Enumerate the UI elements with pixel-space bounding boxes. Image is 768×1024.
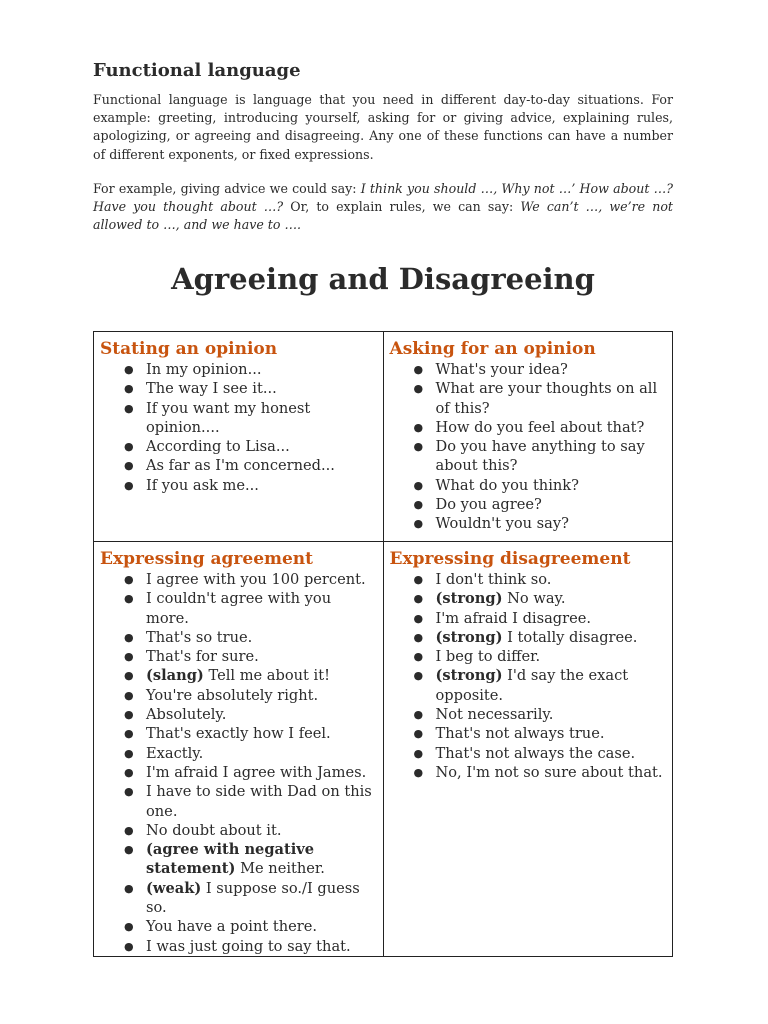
list-item [124,705,377,724]
list-item [413,495,667,514]
example-rule-phrases: We can’t …, we’re not allowed to …, and we have to …. [93,199,673,233]
bullet-icon: ● [124,459,134,473]
bullet-icon: ● [124,669,134,683]
bullet-icon: ● [124,765,134,779]
bullet-icon: ● [124,920,134,934]
list-item [124,628,377,647]
list-item-text: I'd say the exact opposite. [435,667,629,704]
list-item [413,570,667,589]
bullet-icon: ● [413,517,424,531]
bullet-icon: ● [124,440,134,454]
expressing-agreement-list [100,570,377,956]
bullet-icon: ● [413,592,424,606]
list-item [124,379,377,398]
bullet-icon: ● [413,420,424,434]
list-item [124,840,377,879]
bullet-icon: ● [124,843,134,857]
list-item [413,647,667,666]
example-paragraph [93,180,673,235]
list-item-text: I suppose so./I guess so. [146,879,360,917]
bullet-icon: ● [413,746,424,760]
list-item-text: That's so true. [146,628,253,646]
list-item-text: I agree with you 100 percent. [146,571,366,588]
bullet-icon: ● [124,382,134,396]
bullet-icon: ● [124,688,134,702]
list-item-text: No way. [502,590,566,608]
list-item-text: In my opinion... [146,361,262,378]
list-item-tag: (strong) [435,667,503,685]
bullet-icon: ● [413,630,424,644]
cell-asking-opinion [383,332,673,542]
bullet-icon: ● [124,478,134,492]
list-item-text: According to Lisa... [146,438,290,456]
list-item [413,744,667,763]
expressing-agreement-title: Expressing agreement [100,549,314,569]
list-item [413,379,667,418]
bullet-icon: ● [413,382,424,396]
asking-opinion-title: Asking for an opinion [389,339,596,359]
bullet-icon: ● [413,611,424,625]
list-item-text: No, I'm not so sure about that. [435,763,663,781]
list-item [413,666,667,705]
expressing-disagreement-list [390,570,667,782]
list-item-text: Exactly. [146,744,204,762]
stating-opinion-title: Stating an opinion [100,339,278,359]
list-item-text: The way I see it... [146,380,277,398]
list-item-text: What are your thoughts on all of this? [435,380,658,417]
bullet-icon: ● [124,823,134,837]
phrases-table [93,331,673,957]
list-item-text: That's for sure. [146,648,259,666]
list-item-text: That's exactly how I feel. [146,725,331,743]
list-item-text: If you want my honest opinion.... [146,399,311,436]
list-item-text: How do you feel about that? [435,418,645,436]
list-item [413,609,667,628]
list-item-text: Me neither. [235,860,325,878]
list-item [413,437,667,476]
list-item-text: You have a point there. [146,918,317,936]
bullet-icon: ● [413,573,424,586]
list-item-text: Do you agree? [435,496,542,514]
list-item [124,937,377,956]
list-item [413,589,667,608]
list-item [413,418,667,437]
list-item-text: I was just going to say that. [146,937,351,955]
bullet-icon: ● [124,363,134,376]
section-heading: Functional language [93,60,301,81]
cell-expressing-disagreement [383,542,673,957]
list-item [124,686,377,705]
list-item [413,628,667,647]
bullet-icon: ● [413,498,424,512]
expressing-disagreement-title: Expressing disagreement [389,549,631,569]
page-title: Agreeing and Disagreeing [171,262,595,296]
bullet-icon: ● [413,363,424,376]
list-item-text: I'm afraid I agree with James. [146,763,367,781]
list-item-tag: (agree with negative statement) [146,841,315,878]
bullet-icon: ● [124,939,134,953]
list-item [124,782,377,821]
list-item [124,821,377,840]
list-item-text: I'm afraid I disagree. [435,609,592,627]
example-text-1: For example, giving advice we could say: [93,181,361,196]
list-item [124,437,377,456]
list-item [124,476,377,495]
bullet-icon: ● [413,669,424,683]
list-item-text: Tell me about it! [203,667,330,685]
list-item-text: That's not always the case. [435,744,636,762]
list-item [413,763,667,782]
list-item [124,724,377,743]
bullet-icon: ● [124,573,134,586]
list-item-text: I totally disagree. [502,628,638,646]
list-item-text: What's your idea? [435,361,568,378]
bullet-icon: ● [124,785,134,799]
list-item-tag: (strong) [435,590,503,608]
list-item [124,879,377,918]
list-item-text: As far as I'm concerned... [146,457,335,475]
list-item-text: Do you have anything to say about this? [435,438,645,475]
example-text-2: Or, to explain rules, we can say: [283,199,521,215]
bullet-icon: ● [124,708,134,722]
bullet-icon: ● [413,650,424,664]
list-item-tag: (strong) [435,628,503,646]
list-item-text: If you ask me... [146,476,259,494]
list-item-text: Not necessarily. [435,706,554,724]
list-item-text: I don't think so. [435,571,552,588]
bullet-icon: ● [413,765,424,779]
list-item [413,360,667,379]
list-item [124,570,377,589]
list-item-tag: (slang) [146,667,204,685]
bullet-icon: ● [124,881,134,895]
list-item [124,744,377,763]
list-item [124,666,377,685]
bullet-icon: ● [124,401,134,415]
list-item [413,514,667,533]
bullet-icon: ● [413,708,424,722]
list-item [124,763,377,782]
asking-opinion-list [390,360,667,534]
list-item-text: No doubt about it. [146,821,282,839]
list-item [413,705,667,724]
bullet-icon: ● [124,727,134,741]
example-advice-phrases: I think you should …, Why not …’ How about …? Have you thought about …? [93,181,673,215]
stating-opinion-list [100,360,377,495]
cell-expressing-agreement [94,542,384,957]
cell-stating-opinion [94,332,384,542]
list-item-text: That's not always true. [435,725,605,743]
list-item [124,589,377,628]
list-item [124,399,377,438]
list-item-text: I have to side with Dad on this one. [146,783,372,820]
bullet-icon: ● [413,440,424,454]
intro-paragraph: Functional language is language that you need in different day-to-day situations. For example: greeting, introducing yourself, asking for or giving advice, explaining rules, apologizing, or agreeing and disagreeing. Any one of these functions can have a number of different exponents, or fixed expressions. [93,92,673,162]
bullet-icon: ● [413,727,424,741]
list-item-text: What do you think? [435,476,579,494]
list-item [124,647,377,666]
list-item-tag: (weak) [146,879,202,897]
list-item [124,917,377,936]
list-item [124,456,377,475]
bullet-icon: ● [413,478,424,492]
list-item [413,724,667,743]
bullet-icon: ● [124,746,134,760]
list-item [124,360,377,379]
list-item-text: Absolutely. [146,706,227,724]
list-item-text: I beg to differ. [435,648,541,666]
bullet-icon: ● [124,650,134,664]
list-item [413,476,667,495]
list-item-text: Wouldn't you say? [435,515,569,533]
bullet-icon: ● [124,630,134,644]
bullet-icon: ● [124,592,134,606]
list-item-text: You're absolutely right. [146,686,319,704]
list-item-text: I couldn't agree with you more. [146,590,332,627]
